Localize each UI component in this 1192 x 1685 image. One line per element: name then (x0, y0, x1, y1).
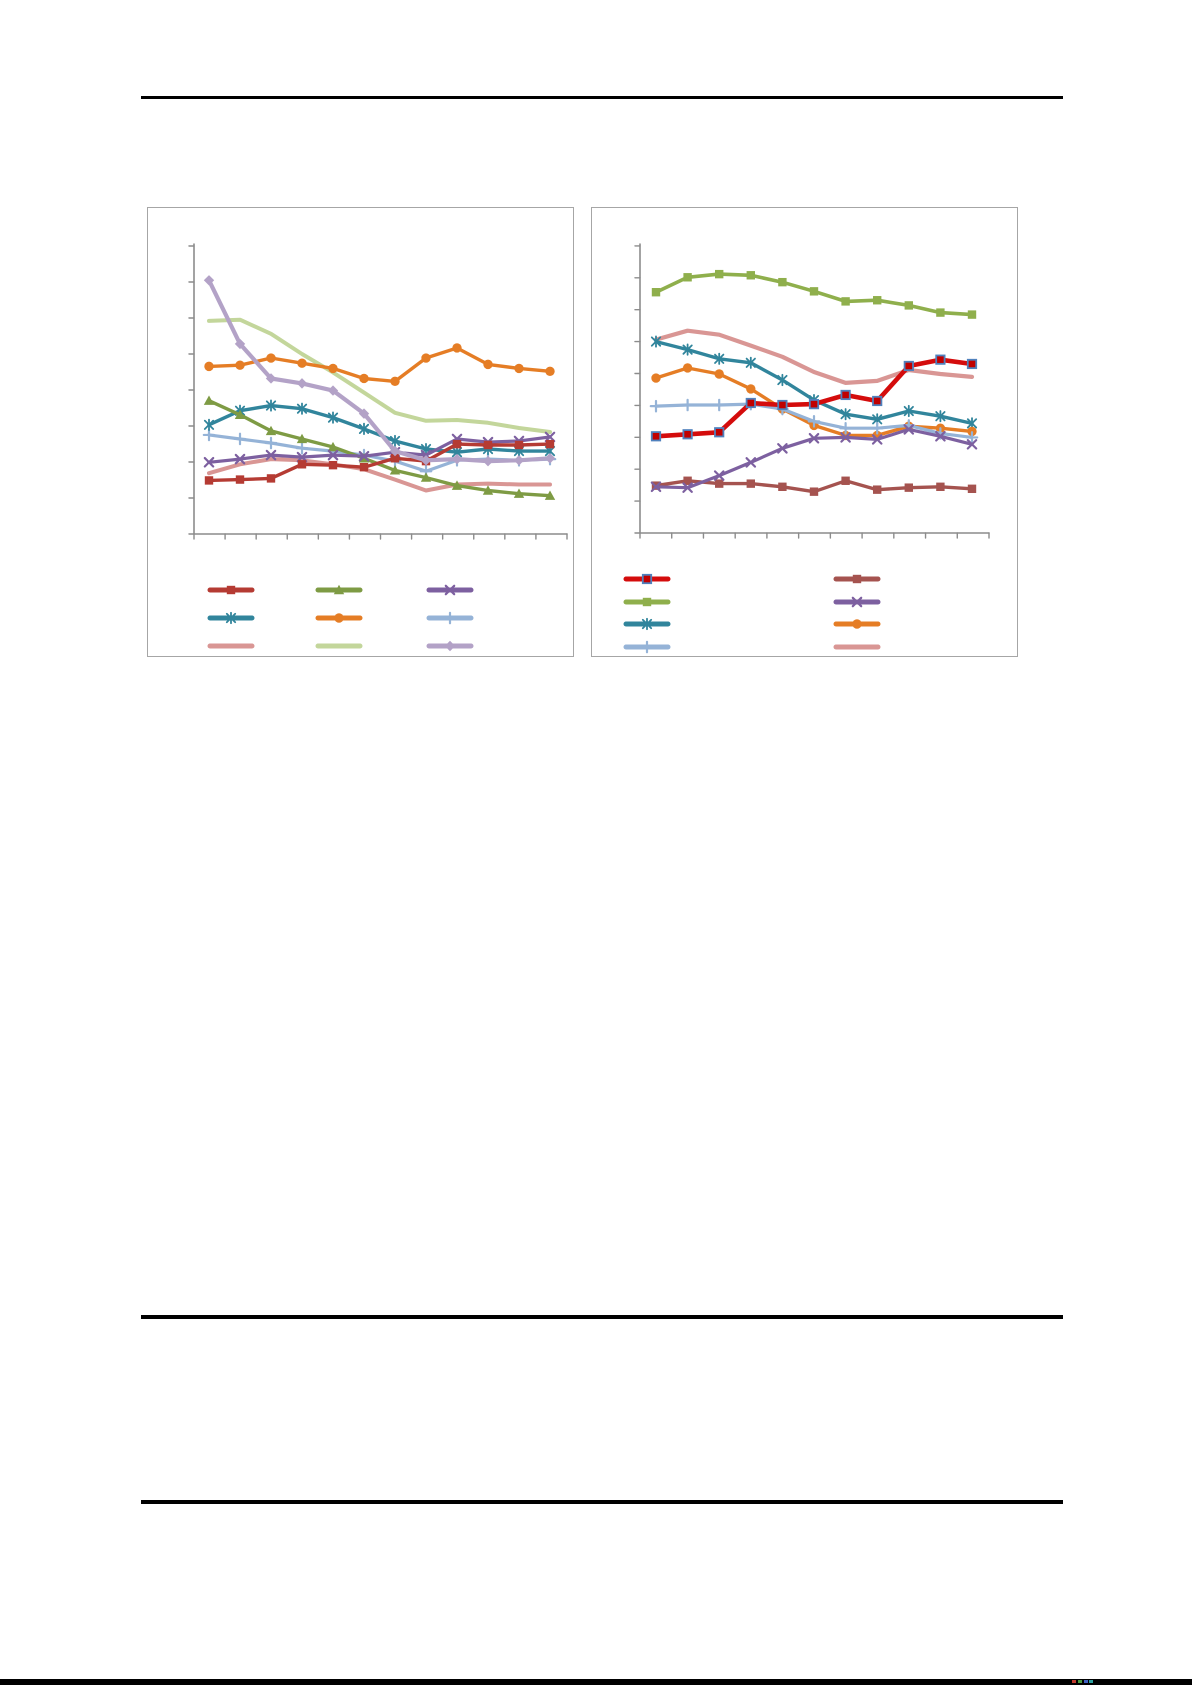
right-chart-canvas (592, 208, 1017, 656)
legend-key-series-red-bluesquare (626, 575, 668, 583)
pixel-speck-1 (1072, 1680, 1076, 1683)
pixel-speck-3 (1084, 1680, 1088, 1683)
horizontal-rule-top (141, 96, 1063, 99)
bottom-edge-strip (0, 1679, 1192, 1685)
legend-key-series-lightblue-plus (626, 642, 668, 652)
legend-key-series-olive-triangle (318, 585, 360, 594)
left-chart-canvas (148, 208, 573, 656)
pixel-speck-4 (1089, 1680, 1093, 1683)
legend-key-series-orange-circle (836, 619, 878, 628)
legend-key-series-teal-star (210, 613, 252, 623)
right-chart-panel (591, 207, 1018, 657)
pixel-speck-2 (1078, 1680, 1082, 1683)
legend-key-series-lavender-diamond (429, 641, 471, 651)
horizontal-rule-bottom (141, 1500, 1063, 1504)
legend-key-series-maroon-square (836, 575, 878, 583)
legend-key-series-orange-circle (318, 613, 360, 622)
horizontal-rule-middle (141, 1315, 1063, 1319)
legend-key-series-purple-x (836, 598, 878, 606)
legend-key-series-teal-star (626, 619, 668, 629)
legend-key-series-lightblue-plus (429, 613, 471, 623)
legend-key-series-darkred-square (210, 586, 252, 594)
left-chart-panel (147, 207, 574, 657)
legend-key-series-purple-x (429, 586, 471, 594)
legend-key-series-olive-square (626, 598, 668, 606)
